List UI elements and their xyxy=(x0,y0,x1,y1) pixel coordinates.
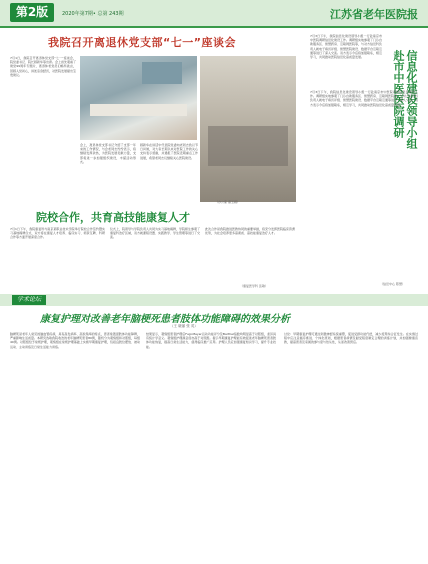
article-2-col3: 此次合作是我院推进医教协同的重要举措，将充分发挥医院临床资源优势，为社会培养更多高素质、高技能康复治疗人才。 xyxy=(205,227,295,236)
forum-author: （王 晓丽 张 英） xyxy=(170,324,198,328)
article-2 xyxy=(0,205,300,290)
forum-section xyxy=(0,290,428,564)
screen-graphic xyxy=(142,62,182,84)
paper-name: 江苏省老年医院报 xyxy=(330,8,418,21)
forum-headline: 康复护理对改善老年脑梗死患者肢体功能障碍的效果分析 xyxy=(40,314,290,325)
masthead-rule xyxy=(0,26,428,28)
article-1-col2: 会上，离退休党支部书记介绍了支部一年来的工作情况，与会老同志纷纷表示，将继续发挥余热，为医院发展贡献力量，支部将进一步加强组织建设，丰富活动形式。 xyxy=(80,143,136,164)
article-1-byline: （办公室 高玉娟） xyxy=(215,200,240,204)
masthead xyxy=(0,0,428,30)
sidebar xyxy=(300,30,422,290)
meeting-table xyxy=(90,104,187,116)
article-1-col1: 7月1日，我院召开离退休党支部“七一”座谈会，院党委书记、院长顾新华等出席。会上首先观看了建党99周年专题片，离退休老党员们畅所欲言，回顾入党初心，讲述亲身经历，对医院发展提出宝贵建议。 xyxy=(10,56,76,77)
article-1-photo2 xyxy=(200,56,296,202)
participants-graphic xyxy=(208,126,288,166)
article-1-title: 我院召开离退休党支部“七一”座谈会 xyxy=(48,36,236,49)
page-label: 第2版 xyxy=(10,3,54,22)
article-1-photo xyxy=(80,56,197,140)
forum-band xyxy=(0,294,428,306)
forum-tag: 学术论坛 xyxy=(12,295,46,305)
issue-line: 2020年第7期• 总第 243期 xyxy=(62,11,124,17)
sidebar-text: 7月3日下午，我院信息化建设领导小组一行赴南京市中医院调研信息化建设工作。调研组实地参观了门诊自助服务区、智慧药房、互联网医院等，与对方信息科负责人就电子病历评级、智慧医院建设、数据平台互联互通等进行了深入交流。双方表示今后将加强联系，相互学习，共同推动医院信息化高质量发展。 xyxy=(310,90,418,107)
sidebar-title-line1: 信息化建设领导小组 xyxy=(405,50,418,149)
article-2-title: 院校合作，共育高技能康复人才 xyxy=(36,211,190,224)
forum-col2: 结果显示，观察组患者护理后Fugl-Meyer运动功能评分及Barthel指数均明显高于对照组，差异具有统计学意义。观察组护理满意度亦高于对照组。提示早期康复护理能有效促进老年脑梗死患者肢体功能恢复，提高日常生活能力，值得临床推广应用。护理人员应加强康复知识学习，提升专业技能。 xyxy=(146,332,276,349)
article-2-byline: （康复医学科 张敏） xyxy=(240,284,268,288)
forum-col1: 脑梗死是老年人常见的脑血管疾病，具有高发病率、高致残率的特点，患者常遗留肢体功能障碍，严重影响生活质量。本研究选取我院收治的老年脑梗死患者80例，随机分为观察组和对照组，每组40例。对照组给予常规护理，观察组在常规护理基础上实施早期康复护理，包括良肢位摆放、被动运动、主动训练及日常生活能力训练。 xyxy=(10,332,140,349)
sidebar-intro: 7月3日下午，我院信息化建设领导小组一行赴南京市中医院调研信息化建设工作。调研组实地参观了门诊自助服务区、智慧药房、互联网医院等，与对方信息科负责人就电子病历评级、智慧医院建设、数据平台互联互通等进行了深入交流。双方表示今后将加强联系，相互学习，共同推动医院信息化高质量发展。 xyxy=(310,34,382,60)
sidebar-title-line2: 赴市中医医院调研 xyxy=(392,50,405,138)
sidebar-byline: （信息中心 陈慧） xyxy=(380,282,405,286)
forum-col3: 讨论：早期康复护理可通过刺激神经系统重塑，促进受损功能代偿，减少废用综合征发生。在实施过程中应注意循序渐进、个体化原则，根据患者病情及耐受程度制定合理的训练计划，并加强健康宣教，提高患者及家属的参与度与依从性，从而改善预后。 xyxy=(284,332,418,345)
article-1-col3: 顾新华在讲话中代表院党委向老同志致以节日问候，对大家长期以来对医院工作的关心支持表示感谢，并通报了医院近期重点工作进展，希望老同志们继续关心医院建设。 xyxy=(140,143,198,160)
article-1 xyxy=(0,30,300,205)
article-2-col1: 7月1日下午，我院康复科与南京某职业技术学院举行院校合作签约暨实习基地揭牌仪式，双方将在康复人才培养、临床实习、师资互聘、科研合作等方面开展深度合作。 xyxy=(10,227,105,240)
article-2-col2: 仪式上，院领导与学院负责人共同为实习基地揭牌，学院师生参观了康复科治疗区域，双方就课程设置、实践教学、学生管理等进行了交流。 xyxy=(110,227,200,240)
